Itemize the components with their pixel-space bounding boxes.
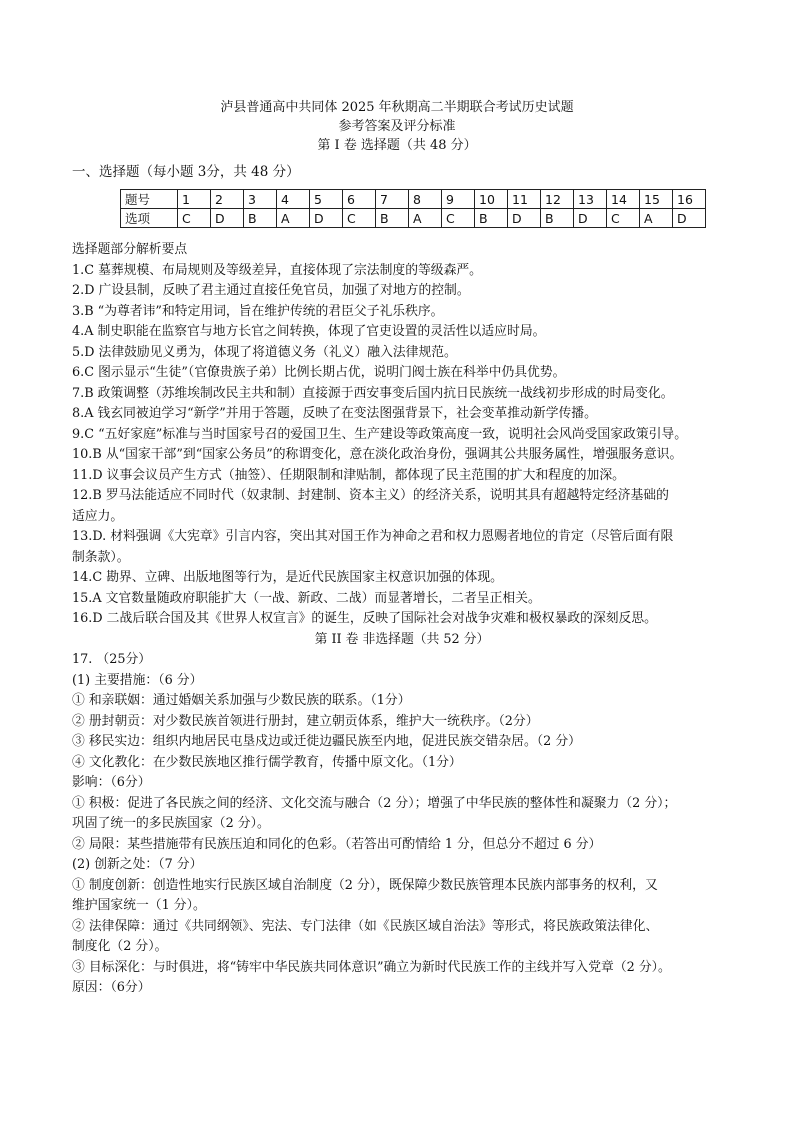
table-cell: A: [409, 209, 442, 228]
table-cell: B: [541, 209, 574, 228]
table-cell: A: [277, 209, 310, 228]
exam-subtitle: 参考答案及评分标准: [338, 119, 456, 134]
table-cell: 8: [409, 190, 442, 209]
table-header-cell: 选项: [121, 209, 178, 228]
table-cell: 7: [376, 190, 409, 209]
table-cell: D: [310, 209, 343, 228]
table-cell: B: [376, 209, 409, 228]
table-row-numbers: [121, 190, 706, 209]
text-line: 10.B 从“国家干部”到“国家公务员”的称谓变化，意在淡化政治身份，强调其公共服务属性，增强服务意识。: [72, 447, 683, 462]
text-line: ③ 移民实边：组织内地居民屯垦戍边或迁徙边疆民族至内地，促进民族交错杂居。（2 分）: [72, 734, 581, 749]
table-cell: C: [442, 209, 475, 228]
text-line: ② 册封朝贡：对少数民族首领进行册封，建立朝贡体系，维护大一统秩序。（2分）: [72, 713, 539, 729]
text-line: 维护国家统一（1 分）。: [72, 898, 206, 913]
text-line: 15.A 文官数量随政府职能扩大（一战、新政、二战）而显著增长，二者呈正相关。: [72, 590, 541, 606]
table-cell: B: [475, 209, 508, 228]
table-cell: 15: [640, 190, 673, 209]
text-line: 2.D 广设县制，反映了君主通过直接任免官员，加强了对地方的控制。: [72, 283, 470, 298]
title-block: [0, 98, 794, 155]
table-cell: A: [640, 209, 673, 228]
answer-body: [72, 240, 732, 999]
text-line: 11.D 议事会议员产生方式（抽签）、任期限制和津贴制，都体现了民主范围的扩大和程度的加深。: [72, 467, 625, 483]
answer-table: [120, 189, 706, 228]
text-line: ③ 目标深化：与时俱进，将“铸牢中华民族共同体意识”确立为新时代民族工作的主线并写入党章（2 分）。: [72, 959, 671, 975]
part2-heading: 第 II 卷 非选择题（共 52 分）: [314, 631, 490, 647]
text-line: ① 积极：促进了各民族之间的经济、文化交流与融合（2 分）；增强了中华民族的整体性和凝聚力（2 分）；: [72, 795, 677, 811]
text-line: ① 和亲联姻：通过婚姻关系加强与少数民族的联系。（1分）: [72, 693, 411, 708]
table-cell: 4: [277, 190, 310, 209]
text-line: 1.C 墓葬规模、布局规则及等级差异，直接体现了宗法制度的等级森严。: [72, 262, 482, 278]
text-line: 12.B 罗马法能适应不同时代（奴隶制、封建制、资本主义）的经济关系，说明其具有超越特定经济基础的: [72, 488, 669, 503]
table-cell: C: [607, 209, 640, 228]
text-line: ② 局限：某些措施带有民族压迫和同化的色彩。（若答出可酌情给 1 分，但总分不超过 6 分）: [72, 836, 602, 852]
text-line: ① 制度创新：创造性地实行民族区域自治制度（2 分），既保障少数民族管理本民族内部事务的权利，又: [72, 877, 658, 893]
table-cell: 2: [211, 190, 244, 209]
table-cell: 11: [508, 190, 541, 209]
table-cell: D: [673, 209, 706, 228]
table-cell: 13: [574, 190, 607, 209]
table-cell: D: [508, 209, 541, 228]
text-line: 选择题部分解析要点: [72, 242, 188, 257]
text-line: 4.A 制史职能在监察官与地方长官之间转换，体现了官吏设置的灵活性以适应时局。: [72, 324, 546, 339]
table-cell: 14: [607, 190, 640, 209]
table-cell: 3: [244, 190, 277, 209]
text-line: 影响：（6分）: [72, 775, 151, 790]
table-row-answers: [121, 209, 706, 228]
table-header-cell: 题号: [121, 190, 178, 209]
text-line: ② 法律保障：通过《共同纲领》、宪法、专门法律（如《民族区域自治法》等形式，将民族政策法律化、: [72, 918, 659, 934]
table-cell: 9: [442, 190, 475, 209]
table-cell: 5: [310, 190, 343, 209]
text-line: 7.B 政策调整（苏维埃制改民主共和制）直接源于西安事变后国内抗日民族统一战线初步形成的时局变化。: [72, 385, 674, 401]
text-line: (1) 主要措施：（6 分）: [72, 672, 203, 688]
table-cell: 1: [178, 190, 211, 209]
text-line: 13.D. 材料强调《大宪章》引言内容，突出其对国王作为神命之君和权力恩赐者地位的肯定（尽管后面有限: [72, 529, 674, 544]
table-cell: B: [244, 209, 277, 228]
table-cell: D: [211, 209, 244, 228]
table-cell: 10: [475, 190, 508, 209]
text-line: 适应力。: [72, 508, 124, 524]
exam-title: 泸县普通高中共同体 2025 年秋期高二半期联合考试历史试题: [220, 100, 574, 115]
table-cell: D: [574, 209, 607, 228]
text-line: 巩固了统一的多民族国家（2 分）。: [72, 816, 270, 831]
text-line: 16.D 二战后联合国及其《世界人权宣言》的诞生，反映了国际社会对战争灾难和极权暴政的深刻反思。: [72, 611, 657, 626]
text-line: 制度化（2 分）。: [72, 939, 168, 954]
part1-heading: 第 I 卷 选择题（共 48 分）: [317, 138, 477, 153]
text-line: 制条款）。: [72, 549, 130, 565]
text-line: 14.C 勘界、立碑、出版地图等行为，是近代民族国家主权意识加强的体现。: [72, 570, 503, 585]
text-line: 3.B “为尊者讳”和特定用词，旨在维护传统的君臣父子礼乐秩序。: [72, 303, 444, 319]
table-cell: 12: [541, 190, 574, 209]
table-cell: C: [178, 209, 211, 228]
text-line: 17. （25分）: [72, 652, 152, 667]
section1-heading: 一、选择题（每小题 3分，共 48 分）: [72, 164, 300, 180]
table-cell: C: [343, 209, 376, 228]
text-line: 9.C “五好家庭”标准与当时国家号召的爱国卫生、生产建设等政策高度一致，说明社会风尚受国家政策引导。: [72, 426, 688, 442]
text-line: 原因：（6分）: [72, 980, 151, 995]
text-line: ④ 文化教化：在少数民族地区推行儒学教育，传播中原文化。（1分）: [72, 754, 462, 770]
table-cell: 16: [673, 190, 706, 209]
table-cell: 6: [343, 190, 376, 209]
text-line: 5.D 法律鼓励见义勇为，体现了将道德义务（礼义）融入法律规范。: [72, 344, 457, 360]
text-line: 6.C 图示显示“生徒”（官僚贵族子弟）比例长期占优，说明门阀士族在科举中仍具优势。: [72, 365, 566, 380]
text-line: (2) 创新之处：（7 分）: [72, 857, 203, 872]
text-line: 8.A 钱玄同被迫学习“新学”并用于答题，反映了在变法图强背景下，社会变革推动新学传播。: [72, 406, 597, 421]
